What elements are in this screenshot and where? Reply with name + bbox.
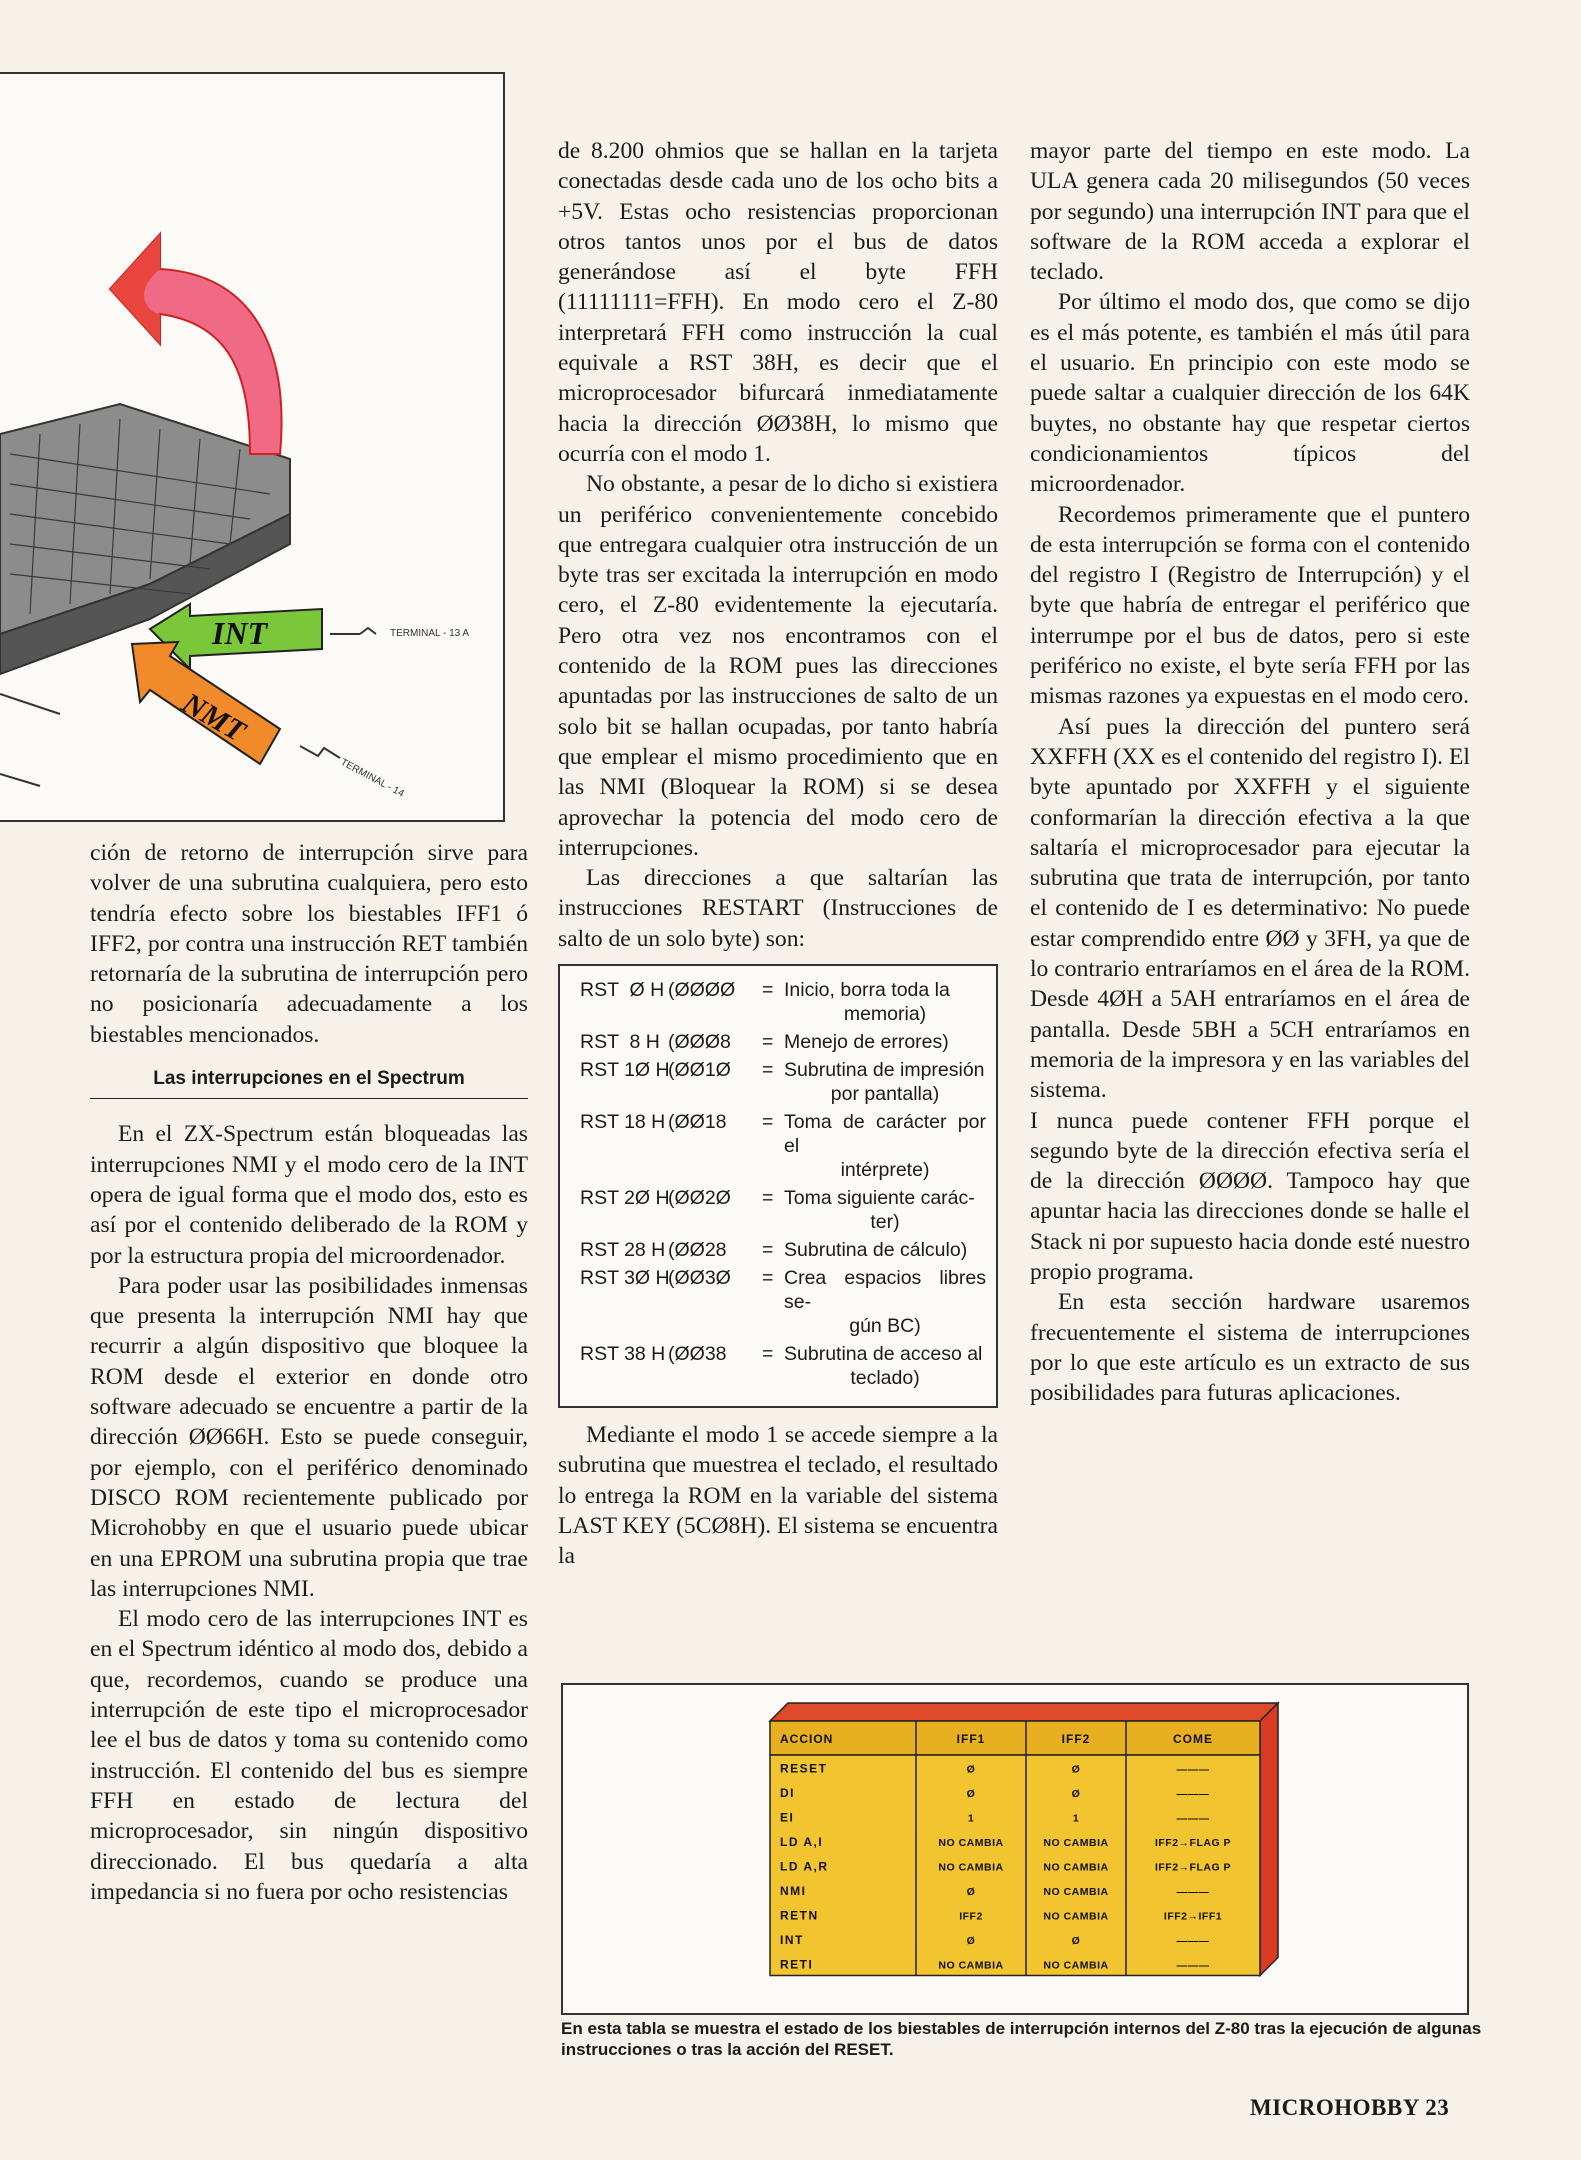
rst-equals: = bbox=[762, 1267, 774, 1290]
restart-list-box bbox=[558, 964, 998, 1408]
table-row-action: LD A,I bbox=[780, 1834, 824, 1849]
table-cell: ——— bbox=[1176, 1959, 1210, 1972]
table-cell: NO CAMBIA bbox=[938, 1959, 1004, 1972]
rst-row bbox=[580, 1266, 986, 1338]
table-cell: NO CAMBIA bbox=[1043, 1836, 1109, 1849]
rst-row bbox=[580, 1058, 986, 1106]
rst-row bbox=[580, 1110, 986, 1182]
table-header-iff2: IFF2 bbox=[1061, 1732, 1091, 1746]
rst-row bbox=[580, 1186, 986, 1234]
table-row-action: INT bbox=[780, 1932, 804, 1947]
rst-code: RST 38 H bbox=[580, 1343, 666, 1366]
table-header-iff1: IFF1 bbox=[956, 1732, 986, 1746]
paragraph: de 8.200 ohmios que se hallan en la tarjeta conectadas desde cada uno de los ocho bits a +5V. Estas ocho resistencias proporcionan otros tantos unos por el bus de datos generándose así el byte FFH (11111111=FFH). En modo cero el Z-80 interpretará FFH como instrucción la cual equivale a RST 38H, es decir que el microprocesador bifurcará inmediatamente hacia la dirección ØØ38H, lo mismo que ocurría con el modo 1. bbox=[558, 138, 998, 467]
paragraph: Para poder usar las posibilidades inmensas que presenta la interrupción NMI hay que recurrir a algún dispositivo que bloquee la ROM desde el exterior en donde otro software adecuado se encuentre a partir de la dirección ØØ66H. Esto se puede conseguir, por ejemplo, con el periférico denominado DISCO ROM recientemente publicado por Microhobby en que el usuario puede ubicar en una EPROM una subrutina propia que trae las interrupciones NMI. bbox=[90, 1272, 528, 1602]
table-cell: IFF2 bbox=[959, 1910, 983, 1923]
paragraph: I nunca puede contener FFH porque el segundo byte de la dirección efectiva sería el de la dirección ØØØØ. Tampoco hay que apuntar hacia las direcciones donde se halle el Stack ni por supuesto hacia donde esté nuestro propio programa. bbox=[1030, 1107, 1470, 1285]
rst-equals: = bbox=[762, 1031, 774, 1054]
rst-code: RST 8 H bbox=[580, 1031, 660, 1054]
rst-description: Inicio, borra toda la memoria) bbox=[784, 979, 950, 1026]
rst-code: RST 3Ø H bbox=[580, 1267, 670, 1290]
rst-address: (ØØ38 bbox=[668, 1343, 727, 1366]
rst-code: RST 1Ø H bbox=[580, 1059, 670, 1082]
paragraph: En esta sección hardware usaremos frecuentemente el sistema de interrupciones por lo que este artículo es un extracto de sus posibilidades para futuras aplicaciones. bbox=[1030, 1289, 1470, 1407]
column-1 bbox=[90, 838, 528, 1907]
rst-address: (ØØØØ bbox=[668, 979, 736, 1002]
table-top-face bbox=[770, 1703, 1278, 1721]
rst-code: RST Ø H bbox=[580, 979, 665, 1002]
table-row-action: RESET bbox=[780, 1761, 828, 1776]
rst-equals: = bbox=[762, 1187, 774, 1210]
section-heading: Las interrupciones en el Spectrum bbox=[90, 1056, 528, 1099]
rst-description: Menejo de errores) bbox=[784, 1031, 949, 1054]
rst-equals: = bbox=[762, 979, 774, 1002]
flipflop-table bbox=[563, 1685, 1467, 2013]
page-folio: MICROHOBBY 23 bbox=[1250, 2095, 1450, 2120]
paragraph: Las direcciones a que saltarían las instrucciones RESTART (Instrucciones de salto de un solo byte) son: bbox=[558, 865, 998, 952]
rst-address: (ØØØ8 bbox=[668, 1031, 731, 1054]
table-cell: ——— bbox=[1176, 1885, 1210, 1898]
table-cell: Ø bbox=[1071, 1787, 1081, 1800]
paragraph: Recordemos primeramente que el puntero de esta interrupción se forma con el contenido del registro I (Registro de Interrupción) y el byte que habría de entregar el periférico que interrumpe por el bus de datos, pero si este periférico no existe, el byte sería FFH por las mismas razones ya expuestas en el modo cero. bbox=[1030, 501, 1470, 710]
rst-equals: = bbox=[762, 1343, 774, 1366]
terminal-14-label: TERMINAL - 14 bbox=[338, 756, 406, 800]
paragraph: Mediante el modo 1 se accede siempre a la subrutina que muestrea el teclado, el resultado lo entrega la ROM en la variable del sistema LAST KEY (5CØ8H). El sistema se encuentra la bbox=[558, 1422, 998, 1570]
rst-description: Subrutina de acceso al teclado) bbox=[784, 1343, 983, 1390]
int-label: INT bbox=[212, 615, 268, 651]
rst-address: (ØØ2Ø bbox=[668, 1187, 731, 1210]
spectrum-illustration bbox=[0, 74, 503, 820]
table-row-action: NMI bbox=[780, 1883, 807, 1898]
rst-code: RST 18 H bbox=[580, 1111, 666, 1134]
table-cell: NO CAMBIA bbox=[938, 1836, 1004, 1849]
table-cell: NO CAMBIA bbox=[1043, 1885, 1109, 1898]
table-row-action: RETN bbox=[780, 1908, 819, 1923]
table-cell: Ø bbox=[966, 1763, 976, 1776]
rst-code: RST 2Ø H bbox=[580, 1187, 670, 1210]
table-cell: Ø bbox=[1071, 1763, 1081, 1776]
table-cell: ——— bbox=[1176, 1787, 1210, 1800]
paragraph: No obstante, a pesar de lo dicho si existiera un periférico convenientemente concebido que entregara cualquier otra instrucción de un byte tras ser excitada la interrupción en modo cero, el Z-80 evidentemente la ejecutaría. Pero otra vez nos encontramos con el contenido de la ROM pues las direcciones apuntadas por las instrucciones de salto de un solo bit se hallan ocupadas, por tanto habría que emplear el mismo procedimiento que en las NMI (Bloquear la ROM) si se desea aprovechar la potencia del modo cero de interrupciones. bbox=[558, 471, 998, 861]
rst-code: RST 28 H bbox=[580, 1239, 666, 1262]
rst-address: (ØØ18 bbox=[668, 1111, 727, 1134]
table-cell: NO CAMBIA bbox=[1043, 1861, 1109, 1874]
table-cell: IFF2→IFF1 bbox=[1163, 1910, 1223, 1923]
column-3 bbox=[1030, 136, 1470, 1408]
paragraph: En el ZX-Spectrum están bloqueadas las interrupciones NMI y el modo cero de la INT opera de igual forma que el modo dos, esto es así por el contenido deliberado de la ROM y por la estructura propia del microordenador. bbox=[90, 1121, 528, 1269]
table-caption: En esta tabla se muestra el estado de los biestables de interrupción internos del Z-80 tras la ejecución de algunas instrucciones o tras la acción del RESET. bbox=[561, 2019, 1482, 2059]
table-cell: ——— bbox=[1176, 1763, 1210, 1776]
table-cell: NO CAMBIA bbox=[1043, 1910, 1109, 1923]
flipflop-table-panel bbox=[561, 1683, 1469, 2015]
table-cell: Ø bbox=[1071, 1934, 1081, 1947]
nmt-label: NMT bbox=[176, 686, 251, 749]
rst-address: (ØØ3Ø bbox=[668, 1267, 731, 1290]
paragraph: El modo cero de las interrupciones INT es en el Spectrum idéntico al modo dos, debido a que, recordemos, cuando se produce una interrupción de este tipo el microprocesador lee el bus de datos y toma su contenido como instrucción. El contenido del bus es siempre FFH en estado de lectura del microprocesador, sin ningún dispositivo direccionado. El bus quedaría a alta impedancia si no fuera por ocho resistencias bbox=[90, 1606, 528, 1905]
rst-row bbox=[580, 1030, 986, 1054]
rst-description: Subrutina de cálculo) bbox=[784, 1239, 968, 1262]
paragraph: mayor parte del tiempo en este modo. La ULA genera cada 20 milisegundos (50 veces por segundo) una interrupción INT para que el software de la ROM acceda a explorar el teclado. bbox=[1030, 138, 1470, 286]
table-row-action: DI bbox=[780, 1785, 795, 1800]
table-cell: ——— bbox=[1176, 1812, 1210, 1825]
paragraph: Así pues la dirección del puntero será XXFFH (XX es el contenido del registro I). El byte apuntado por XXFFH y el siguiente conformarían la dirección efectiva a la que saltaría el microprocesador para ejecutar la subrutina que trata de interrupción, por tanto el contenido de I es determinativo: No puede estar comprendido entre ØØ y 3FH, ya que de lo contrario entraríamos en el área de la ROM. Desde 4ØH a 5AH entraríamos en el área de pantalla. Desde 5BH a 5CH entraríamos en memoria de la impresora y en las variables del sistema. bbox=[1030, 713, 1470, 1104]
rst-row bbox=[580, 1342, 986, 1390]
rst-description: Subrutina de impresión por pantalla) bbox=[784, 1059, 985, 1106]
table-cell: Ø bbox=[966, 1885, 976, 1898]
rst-equals: = bbox=[762, 1239, 774, 1262]
rst-equals: = bbox=[762, 1059, 774, 1082]
table-row-action: RETI bbox=[780, 1957, 814, 1972]
table-cell: ——— bbox=[1176, 1934, 1210, 1947]
table-row-action: LD A,R bbox=[780, 1859, 829, 1874]
table-header-come: COME bbox=[1173, 1732, 1213, 1746]
table-cell: 1 bbox=[967, 1812, 975, 1825]
table-cell: Ø bbox=[966, 1934, 976, 1947]
rst-row bbox=[580, 978, 986, 1026]
table-side-face bbox=[1260, 1703, 1278, 1976]
rst-description: Crea espacios libres se- gún BC) bbox=[784, 1267, 986, 1338]
rst-description: Toma de carácter por el intérprete) bbox=[784, 1111, 986, 1182]
rst-address: (ØØ28 bbox=[668, 1239, 727, 1262]
rst-address: (ØØ1Ø bbox=[668, 1059, 731, 1082]
table-cell: 1 bbox=[1072, 1812, 1080, 1825]
table-cell: IFF2→FLAG P bbox=[1154, 1836, 1232, 1849]
table-cell: NO CAMBIA bbox=[938, 1861, 1004, 1874]
table-cell: Ø bbox=[966, 1787, 976, 1800]
table-cell: IFF2→FLAG P bbox=[1154, 1861, 1232, 1874]
column-2 bbox=[558, 136, 998, 1572]
rst-row bbox=[580, 1238, 986, 1262]
rst-description: Toma siguiente carác- ter) bbox=[784, 1187, 975, 1234]
table-cell: NO CAMBIA bbox=[1043, 1959, 1109, 1972]
table-header-accion: ACCION bbox=[780, 1732, 834, 1746]
paragraph: Por último el modo dos, que como se dijo es el más potente, es también el más útil para el usuario. En principio con este modo se puede saltar a cualquier dirección de los 64K buytes, no obstante hay que respetar ciertos condicionamientos típicos del microordenador. bbox=[1030, 289, 1470, 498]
terminal-13a-label: TERMINAL - 13 A bbox=[390, 628, 470, 639]
table-row-action: EI bbox=[780, 1810, 795, 1825]
illustration-panel bbox=[0, 72, 505, 822]
paragraph: ción de retorno de interrupción sirve para volver de una subrutina cualquiera, pero esto tendría efecto sobre los biestables IFF1 ó IFF2, por contra una instrucción RET también retornaría de la subrutina de interrupción pero no posicionaría adecuadamente a los biestables mencionados. bbox=[90, 840, 528, 1048]
rst-equals: = bbox=[762, 1111, 774, 1134]
